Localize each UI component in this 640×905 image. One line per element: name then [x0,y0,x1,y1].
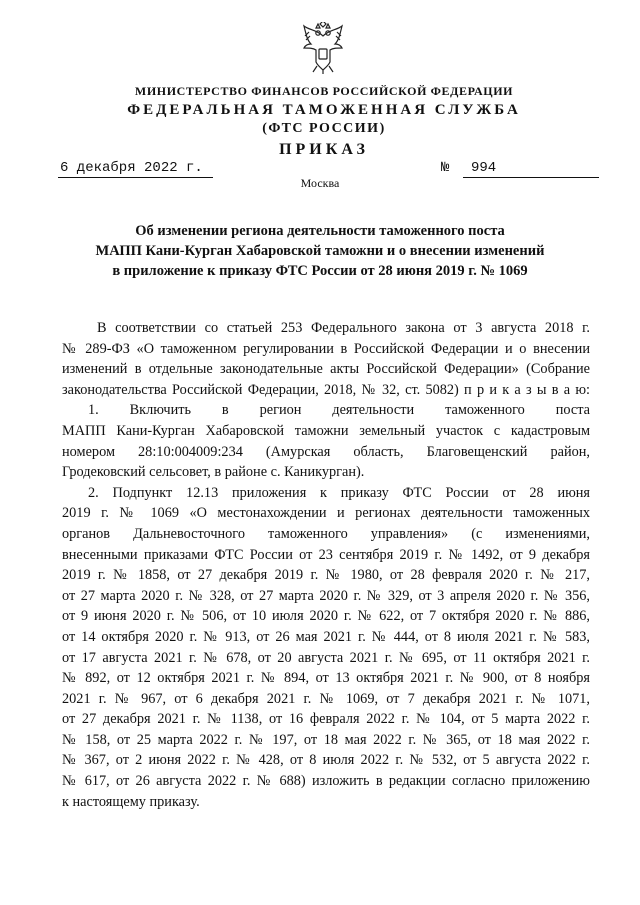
body-line: органов Дальневосточного таможенного управления» (с изменениями, [62,525,590,542]
body-line: № 158, от 25 марта 2022 г. № 197, от 18 мая 2022 г. № 365, от 18 мая 2022 г. [62,731,590,748]
body-line: 2. Подпункт 12.13 приложения к приказу ФТС России от 28 июня [88,484,590,501]
body-line: от 9 июня 2020 г. № 506, от 10 июля 2020 г. № 622, от 7 октября 2020 г. № 886, [62,608,590,625]
body-line: номером 28:10:004009:234 (Амурская область, Благовещенский район, [62,443,590,460]
service-abbreviation: (ФТС РОССИИ) [262,121,386,136]
body-line: 2021 г. № 967, от 6 декабря 2021 г. № 1069, от 7 декабря 2021 г. № 1071, [62,690,590,707]
body-line: Гродековский сельсовет, в районе с. Каникурган). [62,464,365,481]
order-number-label: № [441,160,450,176]
body-line: от 14 октября 2020 г. № 913, от 26 мая 2021 г. № 444, от 8 июля 2021 г. № 583, [62,628,590,645]
order-date: 6 декабря 2022 г. [58,160,213,178]
body-line: 2019 г. № 1858, от 27 декабря 2019 г. № 1980, от 28 февраля 2020 г. № 217, [62,567,590,584]
coat-of-arms-icon [301,22,345,74]
service-name: ФЕДЕРАЛЬНАЯ ТАМОЖЕННАЯ СЛУЖБА [127,102,521,118]
body-line: законодательства Российской Федерации, 2018, № 32, ст. 5082) п р и к а з ы в а ю: [62,381,590,398]
body-line: внесенными приказами ФТС России от 23 сентября 2019 г. № 1492, от 9 декабря [62,546,590,563]
body-line: от 27 марта 2020 г. № 328, от 27 марта 2020 г. № 329, от 3 апреля 2020 г. № 356, [62,587,590,604]
body-line: МАПП Кани-Курган Хабаровской таможни земельный участок с кадастровым [62,422,590,439]
order-number: 994 [463,160,599,178]
body-line: 2019 г. № 1069 «О местонахождении и регионах деятельности таможенных [62,505,590,522]
city: Москва [300,176,340,190]
body-line: В соответствии со статьей 253 Федерального закона от 3 августа 2018 г. [97,320,590,336]
body-line: № 892, от 12 октября 2021 г. № 894, от 13 октября 2021 г. № 900, от 8 ноября [62,670,590,687]
body-line: № 367, от 2 июня 2022 г. № 428, от 8 июля 2022 г. № 532, от 5 августа 2022 г. [62,752,590,769]
body-line: к настоящему приказу. [62,793,200,810]
document-type-title: ПРИКАЗ [279,141,369,158]
ministry-name: МИНИСТЕРСТВО ФИНАНСОВ РОССИЙСКОЙ ФЕДЕРАЦИИ [134,84,514,98]
body-line: от 17 августа 2021 г. № 678, от 20 августа 2021 г. № 695, от 11 октября 2021 г. [62,649,590,666]
body-line: № 289-ФЗ «О таможенном регулировании в Российской Федерации и о внесении [62,340,590,357]
body-line: изменений в отдельные законодательные акты Российской Федерации» (Собрание [62,361,590,378]
subject-line: в приложение к приказу ФТС России от 28 июня 2019 г. № 1069 [112,263,528,279]
body-line: № 617, от 26 августа 2022 г. № 688) изложить в редакции согласно приложению [62,773,590,790]
body-line: от 27 декабря 2021 г. № 1138, от 16 февраля 2022 г. № 104, от 5 марта 2022 г. [62,711,590,728]
body-line: 1. Включить в регион деятельности таможенного поста [88,402,590,419]
order-body [62,318,590,812]
subject-line: Об изменении региона деятельности таможенного поста [135,223,505,239]
subject-line: МАПП Кани-Курган Хабаровской таможни и о внесении изменений [95,243,545,259]
order-subject [80,221,560,281]
